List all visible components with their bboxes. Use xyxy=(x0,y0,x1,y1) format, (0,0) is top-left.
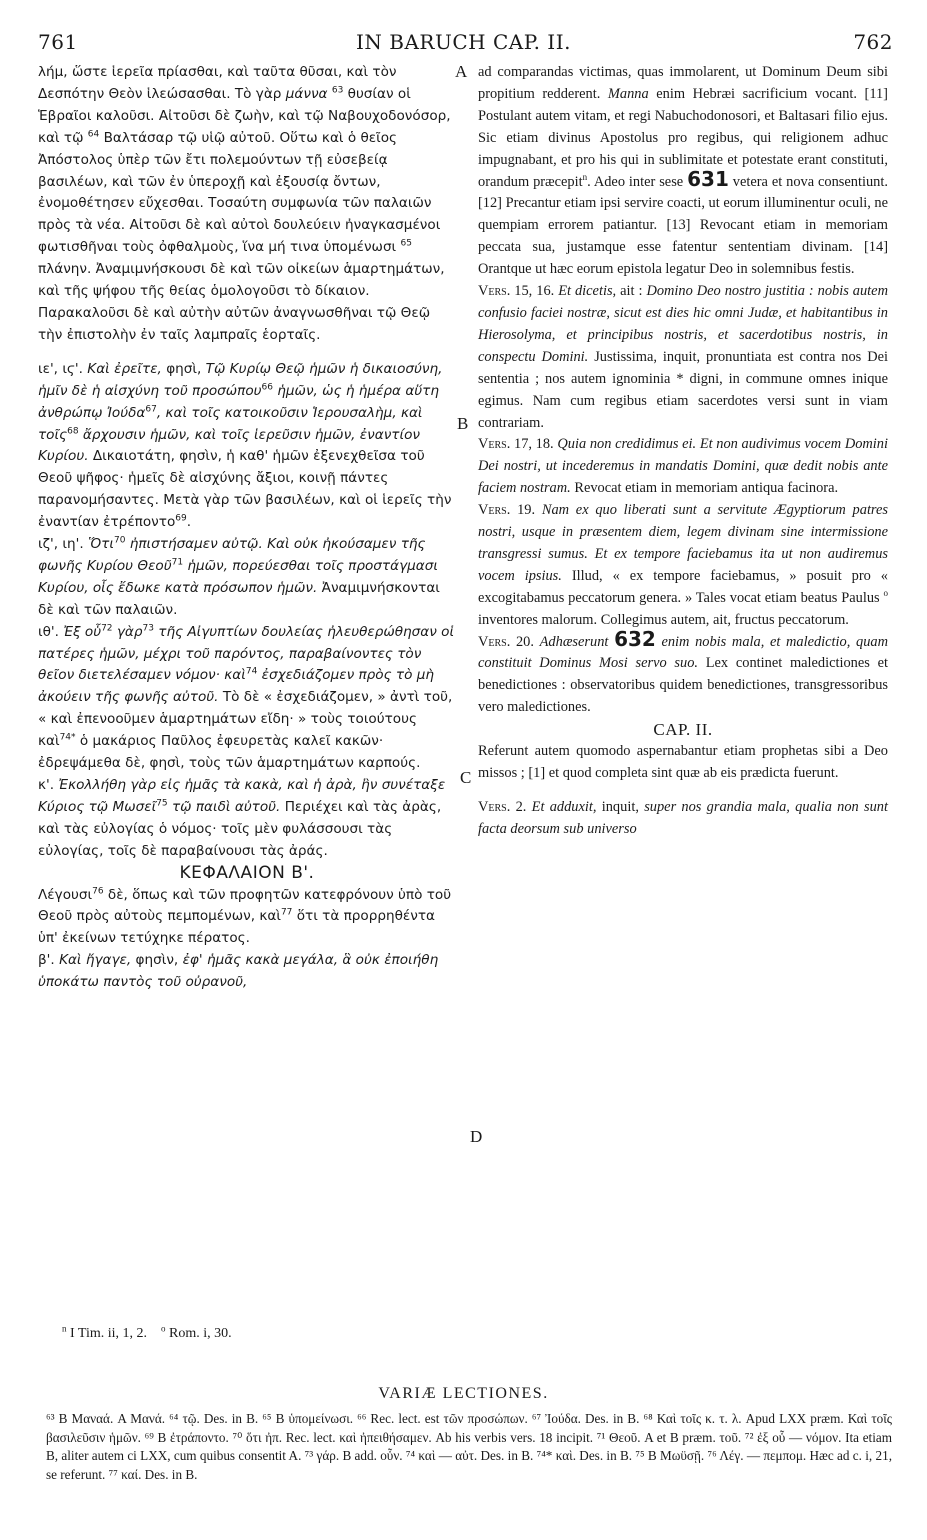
latin-italic: Nam ex quo liberati sunt a servitute Ægyptiorum patres nostri, usque in præsentem diem, legem divinam sine intermissione transgressi sumus. Et ex tempore faciebamus ita ut non audiremus vocem ipsius. xyxy=(478,502,888,584)
note-ref: 63 xyxy=(331,85,344,96)
greek-italic: ἡμῶν, πορεύεσθαι τοῖς προστάγμασι Κυρίου, οἷς ἔδωκε κατὰ πρόσωπον ἡμῶν. xyxy=(38,557,438,596)
verse-label: Vers. 17, 18. xyxy=(478,436,554,453)
note-ref: 72 xyxy=(101,623,113,634)
note-ref: 65 xyxy=(400,238,412,249)
greek-text: . xyxy=(186,514,192,531)
margin-letter-b: B xyxy=(457,414,469,433)
greek-verse-20 xyxy=(38,775,456,863)
greek-text: φησὶν, xyxy=(135,952,179,969)
greek-verse-15 xyxy=(38,359,456,534)
greek-italic: ἡμῶν, ὡς ἡ ἡμέρα αὕτη ἀνθρώπῳ Ἰούδα xyxy=(38,382,439,421)
greek-italic: ἄρχουσιν ἡμῶν, καὶ τοῖς ἱερεῦσιν ἡμῶν, ἐναντίον Κυρίου. xyxy=(38,426,420,465)
greek-text: λήμ, ὥστε ἱερεῖα πρίασθαι, καὶ ταῦτα θῦσαι, καὶ τὸν Δεσπότην Θεὸν ἱλεώσασθαι. Τὸ γὰρ xyxy=(38,64,397,102)
note-ref: 77 xyxy=(280,907,293,918)
latin-italic: enim nobis mala, et maledictio, quam constituit Dominus Mosi servo suo. xyxy=(478,633,888,672)
note-ref: 71 xyxy=(171,557,184,568)
greek-text: Ἀναμιμνήσκονται δὲ καὶ τῶν παλαιῶν. xyxy=(38,579,440,618)
greek-italic: Τῷ Κυρίῳ Θεῷ ἡμῶν ἡ δικαιοσύνη, ἡμῖν δὲ ἡ αἰσχύνη τοῦ προσώπου xyxy=(38,360,443,399)
variae-lectiones-title: VARIÆ LECTIONES. xyxy=(378,1385,549,1402)
greek-italic: Ὅτι xyxy=(87,536,114,553)
greek-text: Περιέχει καὶ τὰς ἀρὰς, καὶ τὰς εὐλογίας ὁ νόμος· τοῖς μὲν φυλάσσουσι τὰς εὐλογίας, τοῖς δὲ παραβαίνουσι τὰς ἀράς. xyxy=(38,798,442,859)
verse-number: ιζ', ιη'. xyxy=(38,536,84,553)
greek-text: Βαλτάσαρ τῷ υἱῷ αὐτοῦ. Οὕτω καὶ ὁ θεῖος Ἀπόστολος ὑπὲρ τῶν ἔτι πολεμούντων τῇ εὐσεβείᾳ βασιλέων, καὶ τῶν ἐν ὑπεροχῇ καὶ ἐξουσίᾳ ὄντων, ἐνομοθέτησεν εὔχεσθαι. Τοσαύτη συμφωνία τῶν παλαιῶν πρὸς τὰ νέα. Αἰτοῦσι δὲ καὶ αὐτοὶ δουλεύειν ἠναγκασμένοι φωτισθῆναι τοὺς ὀφθαλμοὺς, ἵνα μή τινα ὑπομένωσι xyxy=(38,129,441,256)
greek-text: δὲ, ὅπως καὶ τῶν προφητῶν κατεφρόνουν ὑπὸ τοῦ Θεοῦ πρὸς αὐτοὺς πεμπομένων, καὶ xyxy=(38,886,452,925)
greek-italic: Ἐκολλήθη γὰρ εἰς ἡμᾶς τὰ κακὰ, καὶ ἡ ἀρὰ, ἣν συνέταξε Κύριος τῷ Μωσεῖ xyxy=(38,777,446,815)
greek-text: θυσίαν οἱ Ἑβραῖοι καλοῦσι. Αἰτοῦσι δὲ ζωὴν, καὶ τῷ Ναβουχοδονόσορ, καὶ τῷ xyxy=(38,85,451,146)
greek-italic: ἐφ' ἡμᾶς κακὰ μεγάλα, ἃ οὐκ ἐποιήθη ὑποκάτω παντὸς τοῦ οὐρανοῦ, xyxy=(38,952,439,991)
greek-verse-19 xyxy=(38,622,456,775)
variae-lectiones-text: ⁶³ B Μαναά. A Μανά. ⁶⁴ τῷ. Des. in B. ⁶⁵ B ὑπομείνωσι. ⁶⁶ Rec. lect. est τῶν προσώπων. ⁶⁷ Ἰούδα. Des. in B. ⁶⁸ Καὶ τοῖς κ. τ. λ. Apud LXX præm. Καὶ τοῖς βασιλεῦσιν ἡμῶν. ⁶⁹ B ἐτράποντο. ⁷⁰ ὅτι ἠπ. Rec. lect. καὶ ἠπειθήσαμεν. Ab his verbis vers. 18 incipit. ⁷¹ Θεοῦ. A et B præm. τοῦ. ⁷² ἐξ οὗ — νόμον. Ita etiam B, aliter autem ci LXX, cum quibus consentit A. ⁷³ γάρ. B add. οὗν. ⁷⁴ καὶ — αὐτ. Des. in B. ⁷⁴* καὶ. Des. in B. ⁷⁵ B Μωϋσῇ. ⁷⁶ Λέγ. — πεμπομ. Hæc ad c. i, 21, se referunt. ⁷⁷ καί. Des. in B. xyxy=(46,1411,892,1482)
greek-verse-2 xyxy=(38,950,456,994)
latin-text: Revocat etiam in memoriam antiqua facinora. xyxy=(574,480,839,497)
latin-text: . Adeo inter sese xyxy=(587,173,684,190)
latin-italic: Et dicetis, xyxy=(558,283,617,300)
footnote-ref: n xyxy=(582,171,588,182)
verse-number: ιθ'. xyxy=(38,623,59,640)
greek-italic: τῷ παιδὶ αὐτοῦ. xyxy=(171,798,281,815)
verse-label: Vers. 19. xyxy=(478,502,536,519)
latin-text: enim Hebræi sacrificium vocant. [11] Postulant autem vitam, et regi Nabuchodonosori, et Baltasari filio ejus. Sic etiam divinus Apostolus pro regibus, qui religionem adhuc impugnabant, et pro his qui in sublimitate et potestate erant constituti, orandum præcepit xyxy=(478,85,888,190)
latin-text: inventores malorum. Collegimus autem, ait, fructus peccatorum. xyxy=(478,611,849,628)
greek-text: ὁ μακάριος Παῦλος ἐφευρετὰς καλεῖ κακῶν· ἐδρεψάμεθα δὲ, φησὶ, τοὺς τῶν ἁμαρτημάτων καρπούς. xyxy=(38,733,421,772)
note-ref: 69 xyxy=(175,513,187,524)
greek-italic: Καὶ ἐρεῖτε, xyxy=(87,360,162,377)
footnote-mark: o xyxy=(161,1323,166,1334)
latin-italic: Et adduxit, xyxy=(531,798,597,815)
greek-text: Δικαιοτάτη, φησὶν, ἡ καθ' ἡμῶν ἐξενεχθεῖσα τοῦ Θεοῦ ψῆφος· ἡμεῖς δὲ αἰσχύνης ἄξιοι, κοινῇ πάντες παρανομήσαντες. Μετὰ γὰρ τῶν βασιλέων, καὶ οἱ ἱερεῖς τὴν ἐναντίαν ἐτρέποντο xyxy=(38,448,452,531)
note-ref: 74 xyxy=(245,666,258,677)
latin-paragraph-intro xyxy=(478,62,888,281)
latin-text: vetera et nova consentiunt. [12] Precantur etiam ipsi servire coacti, ut eorum illuminentur oculi, ne quempiam errorem patiantur. [13] Revocant etiam in memoriam peccata sua, justamque esse fatentur sententiam divinam. [14] Orantque ut hæc eorum epistola legatur Deo in solemnibus festis. xyxy=(478,173,889,278)
latin-chapter-summary: Referunt autem quomodo aspernabantur etiam prophetas sibi a Deo missos ; [1] et quod completa sint quæ ab eis prædicta fuerunt. xyxy=(478,743,888,781)
note-ref: 75 xyxy=(156,798,168,809)
greek-verse-17 xyxy=(38,534,456,622)
footnote-text: I Tim. ii, 1, 2. xyxy=(70,1326,148,1341)
latin-italic: Adhæserunt xyxy=(539,633,609,650)
column-number: 631 xyxy=(687,166,729,191)
margin-letter-d: D xyxy=(470,1127,483,1146)
greek-text: πλάνην. Ἀναμιμνήσκουσι δὲ καὶ τῶν οἰκείων ἁμαρτημάτων, καὶ τῆς ψήφου τῆς θείας ὁμολογοῦσι τὸ δίκαιον. Παρακαλοῦσι δὲ καὶ αὐτὴν αὐτῶν ἀναγνωσθῆναι τῷ Θεῷ τὴν ἐπιστολὴν ἐν ταῖς λαμπραῖς ἑορταῖς. xyxy=(38,261,445,343)
latin-text: Illud, « ex tempore faciebamus, » posuit pro « excogitabamus peccatorum genera. » Tales vocat etiam beatus Paulus xyxy=(478,567,888,606)
greek-text: φησὶ, xyxy=(166,360,202,377)
verse-label: Vers. 15, 16. xyxy=(478,283,555,300)
latin-italic: Domino Deo nostro justitia : nobis autem confusio faciei nostræ, sicut est dies hic omni Judæ, et habitantibus in Hierosolyma, et principibus nostris, et sacerdotibus nostris, in conspectu Domini. xyxy=(478,283,888,365)
variae-lectiones xyxy=(46,1410,892,1484)
latin-verse-17 xyxy=(478,434,888,500)
note-ref: 64 xyxy=(87,129,100,140)
note-ref: 67 xyxy=(145,404,157,415)
note-ref: 66 xyxy=(261,382,273,393)
greek-paragraph-intro xyxy=(38,62,456,347)
running-head: IN BARUCH CAP. II. xyxy=(356,30,571,54)
greek-italic: γὰρ xyxy=(116,623,143,640)
footnote-text: Rom. i, 30. xyxy=(169,1326,232,1341)
page-number-right: 762 xyxy=(853,30,893,54)
note-ref: 68 xyxy=(67,425,79,436)
verse-number: ιε', ιϛ'. xyxy=(38,360,83,377)
latin-italic: super nos grandia mala, qualia non sunt facta deorsum sub universo xyxy=(478,798,888,837)
margin-letter-a: A xyxy=(455,62,468,81)
note-ref: 76 xyxy=(92,886,104,896)
greek-chapter-summary xyxy=(38,885,456,951)
greek-chapter-heading: ΚΕΦΑΛΑΙΟΝ Β'. xyxy=(179,862,315,883)
latin-column xyxy=(478,62,888,841)
latin-text: inquit, xyxy=(601,798,639,815)
latin-italic: Manna xyxy=(607,85,649,102)
margin-letter-c: C xyxy=(460,768,472,787)
greek-italic: Καὶ ἤγαγε, xyxy=(59,952,132,969)
greek-text: Τὸ δὲ « ἐσχεδιάζομεν, » ἀντὶ τοῦ, « καὶ ἐπενοοῦμεν ἁμαρτημάτων εἴδη· » τοὺς τοιούτους καὶ xyxy=(38,689,453,750)
footnote-mark: n xyxy=(62,1323,67,1334)
greek-italic: μάννα xyxy=(285,85,328,102)
latin-chapter-heading: CAP. II. xyxy=(653,720,713,740)
greek-italic: , καὶ τοῖς κατοικοῦσιν Ἱερουσαλὴμ, καὶ τοῖς xyxy=(38,404,423,443)
footnotes xyxy=(62,1323,232,1342)
note-ref: 74* xyxy=(59,732,76,743)
greek-italic: ἐσχεδιάζομεν πρὸς τὸ μὴ ἀκούειν τῆς φωνῆς αὐτοῦ. xyxy=(38,667,435,706)
latin-text: ad comparandas victimas, quas immolarent, ut Dominum Deum sibi propitium redderent. xyxy=(478,64,888,102)
verse-number: κ'. xyxy=(38,777,55,793)
note-ref: 73 xyxy=(142,623,154,634)
greek-italic: τῆς Αἰγυπτίων δουλείας ἠλευθερώθησαν οἱ πατέρες ἡμῶν, μέχρι τοῦ παρόντος, παραβαίνοντες τὸν θεῖον διετελέσαμεν νόμον· καὶ xyxy=(38,623,455,684)
greek-text: ὅτι τὰ προρρηθέντα ὑπ' ἐκείνων τετύχηκε πέρατος. xyxy=(38,908,436,947)
latin-verse-2 xyxy=(478,797,888,841)
latin-text: Justissima, inquit, pronuntiata est contra nos Dei sententia ; nos autem ignominia * digni, in commune omnes inique egimus. Nam cum regibus etiam sacerdotes versi sunt in viam contrariam. xyxy=(478,348,888,431)
verse-label: Vers. 20. xyxy=(478,633,534,650)
page-number-left: 761 xyxy=(38,30,78,54)
greek-text: Λέγουσι xyxy=(38,886,93,903)
latin-text: ait : xyxy=(620,283,643,300)
verse-number: β'. xyxy=(38,952,55,969)
note-ref: 70 xyxy=(113,535,126,546)
verse-label: Vers. 2. xyxy=(478,798,527,815)
latin-verse-20 xyxy=(478,626,888,720)
greek-italic: Ἐξ οὗ xyxy=(63,623,102,640)
footnote-ref: o xyxy=(883,587,888,598)
column-number: 632 xyxy=(614,626,656,651)
greek-italic: ἠπιστήσαμεν αὐτῷ. Καὶ οὐκ ἠκούσαμεν τῆς φωνῆς Κυρίου Θεοῦ xyxy=(38,536,426,574)
greek-column xyxy=(38,62,456,994)
latin-text: Lex continet maledictiones et benedictiones : observatoribus quidem benedictiones, transgressoribus vero maledictiones. xyxy=(478,655,888,716)
latin-verse-19 xyxy=(478,500,888,631)
latin-verse-15 xyxy=(478,281,888,434)
latin-italic: Quia non credidimus ei. Et non audivimus vocem Domini Dei nostri, ut incederemus in mandatis Domini, quæ dedit nobis ante faciem nostram. xyxy=(478,436,888,497)
